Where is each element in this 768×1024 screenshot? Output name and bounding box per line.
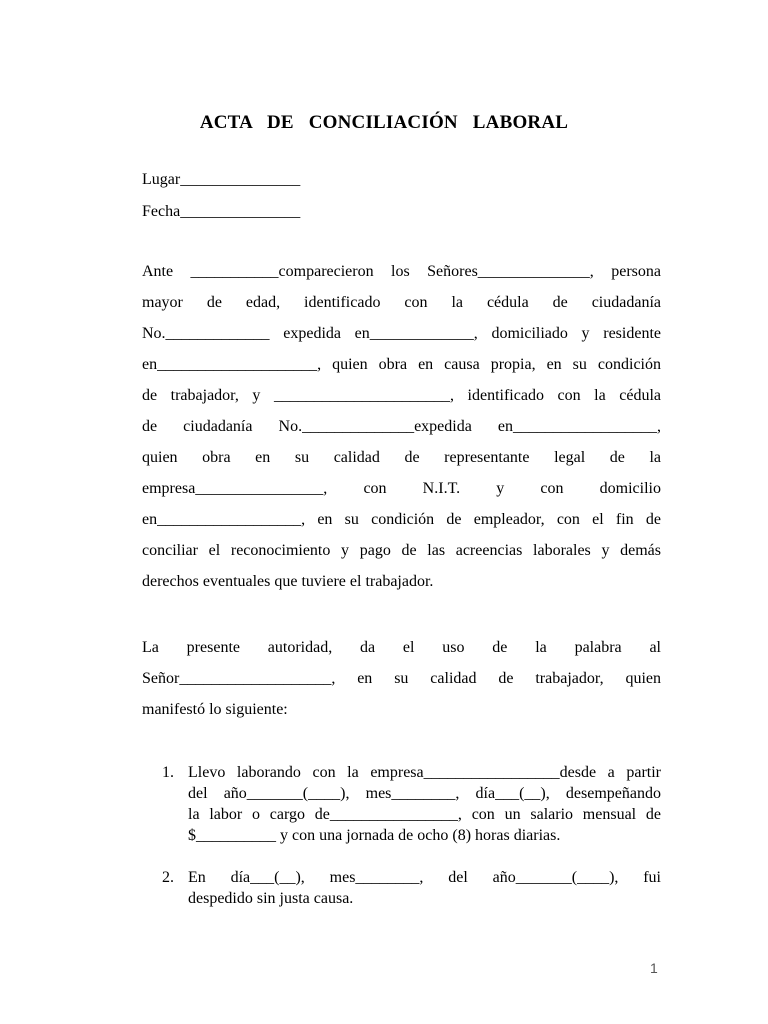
place-field: Lugar_______________ — [142, 171, 301, 188]
paragraph-line: Ante ___________comparecieron los Señores______________, persona — [142, 263, 661, 280]
paragraph-line: manifestó lo siguiente: — [142, 701, 288, 718]
list-item-line: $__________ y con una jornada de ocho (8) horas diarias. — [188, 827, 561, 844]
list-item-line: despedido sin justa causa. — [188, 890, 354, 907]
paragraph-line: en____________________, quien obra en causa propia, en su condición — [142, 356, 661, 373]
list-item-line: En día___(__), mes________, del año_______(____), fui — [188, 869, 661, 886]
list-item-line: del año_______(____), mes________, día___(__), desempeñando — [188, 785, 661, 802]
document-title: ACTA DE CONCILIACIÓN LABORAL — [199, 112, 569, 133]
list-item-number: 1. — [162, 764, 174, 781]
paragraph-line: conciliar el reconocimiento y pago de las acreencias laborales y demás — [142, 542, 661, 559]
paragraph-line: de ciudadanía No.______________expedida en__________________, — [142, 418, 661, 435]
list-item-line: la labor o cargo de________________, con un salario mensual de — [188, 806, 661, 823]
list-item-line: Llevo laborando con la empresa_________________desde a partir — [188, 764, 661, 781]
paragraph-line: La presente autoridad, da el uso de la palabra al — [142, 639, 661, 656]
date-field: Fecha_______________ — [142, 203, 301, 220]
paragraph-line: quien obra en su calidad de representante legal de la — [142, 449, 661, 466]
paragraph-line: mayor de edad, identificado con la cédula de ciudadanía — [142, 294, 661, 311]
paragraph-line: en__________________, en su condición de empleador, con el fin de — [142, 511, 661, 528]
paragraph-line: empresa________________, con N.I.T. y con domicilio — [142, 480, 661, 497]
paragraph-line: de trabajador, y ______________________, identificado con la cédula — [142, 387, 661, 404]
page-number: 1 — [650, 960, 658, 976]
list-item-number: 2. — [162, 869, 174, 886]
paragraph-line: derechos eventuales que tuviere el trabajador. — [142, 573, 434, 590]
paragraph-line: No._____________ expedida en_____________, domiciliado y residente — [142, 325, 661, 342]
paragraph-line: Señor___________________, en su calidad de trabajador, quien — [142, 670, 661, 687]
